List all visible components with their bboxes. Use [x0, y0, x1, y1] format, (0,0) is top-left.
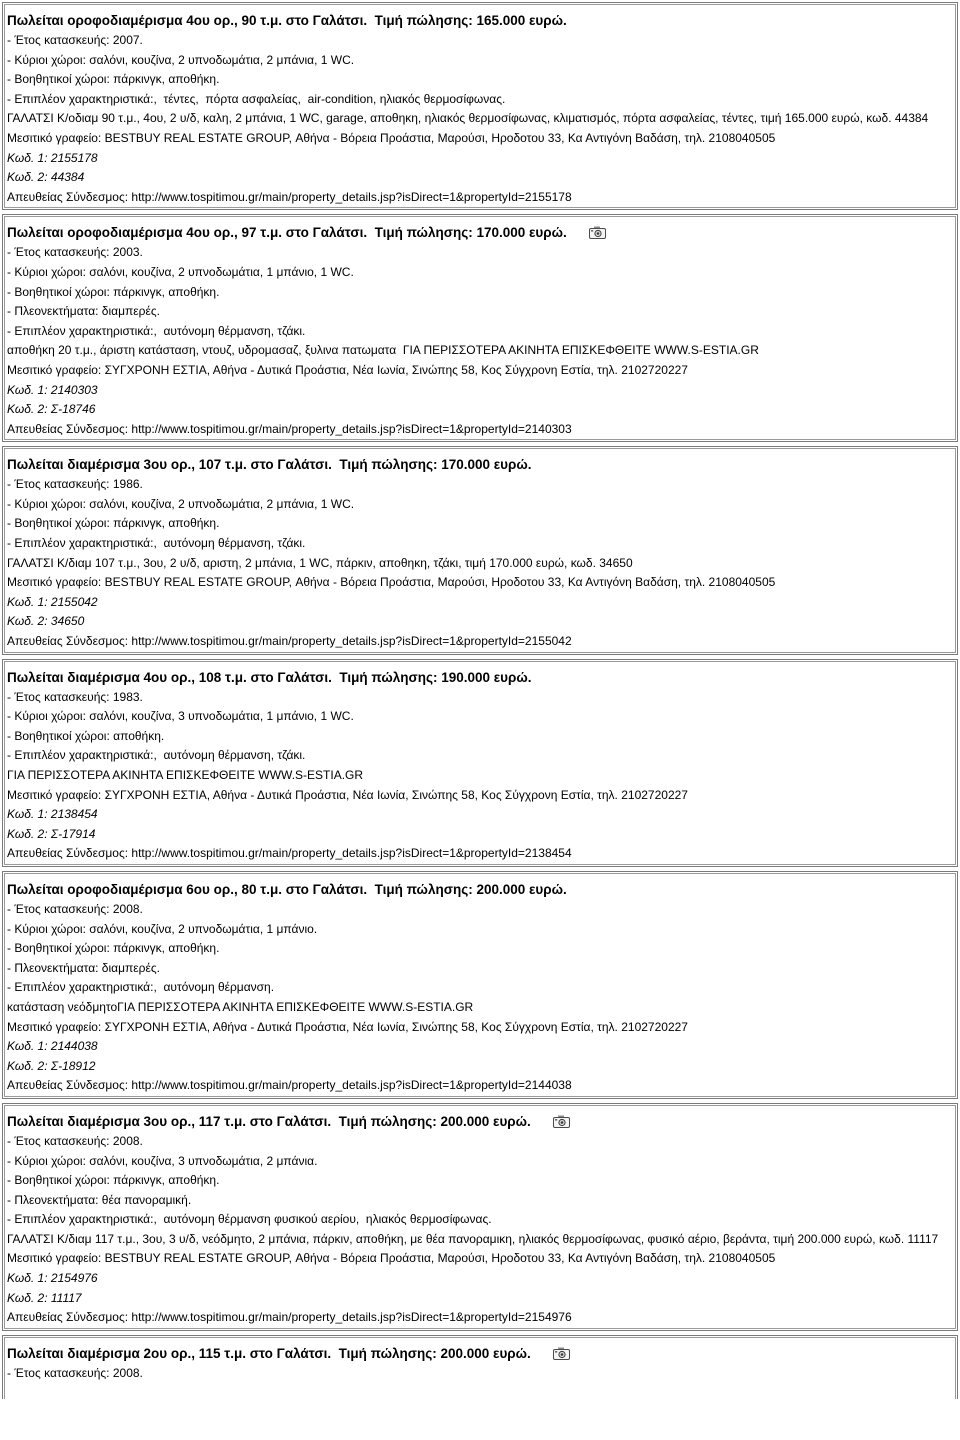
listing-card	[2, 1103, 958, 1331]
detail-extra-features: - Επιπλέον χαρακτηριστικά:, αυτόνομη θέρμανση, τζάκι.	[7, 323, 306, 338]
listing-card	[2, 214, 958, 442]
listing-card	[2, 2, 958, 210]
camera-icon	[553, 1115, 570, 1128]
listing-card	[2, 1335, 958, 1399]
listing-content	[4, 448, 956, 652]
listing-description: ΓΑΛΑΤΣΙ Κ/οδιαμ 90 τ.μ., 4ου, 2 υ/δ, καλη, 2 μπάνια, 1 WC, garage, αποθηκη, ηλιακός θερμοσίφωνας, κλιματισμός, πόρτα ασφαλείας, τέντες, τιμή 165.000 ευρώ, κωδ. 44384	[7, 111, 929, 126]
detail-main-rooms: - Κύριοι χώροι: σαλόνι, κουζίνα, 2 υπνοδωμάτια, 2 μπάνια, 1 WC.	[7, 496, 355, 511]
code-2-line	[7, 400, 951, 420]
agency-line	[7, 361, 951, 381]
agency-value: BESTBUY REAL ESTATE GROUP, Αθήνα - Βόρεια Προάστια, Μαρούσι, Ηροδοτου 33, Κα Αντιγόνη Βαδάση, τηλ. 2108040505	[104, 130, 776, 145]
direct-link-url[interactable]: http://www.tospitimou.gr/main/property_details.jsp?isDirect=1&propertyId=2144038	[131, 1078, 572, 1093]
detail-extra-features: - Επιπλέον χαρακτηριστικά:, αυτόνομη θέρμανση φυσικού αερίου, ηλιακός θερμοσίφωνας.	[7, 1212, 492, 1227]
detail-extra-features: - Επιπλέον χαρακτηριστικά:, αυτόνομη θέρμανση.	[7, 980, 275, 995]
listing-content	[4, 216, 956, 440]
listing-title: Πωλείται διαμέρισμα 3ου ορ., 107 τ.μ. στο Γαλάτσι. Τιμή πώλησης: 170.000 ευρώ.	[7, 457, 532, 473]
code-1-line	[7, 1037, 951, 1057]
code-1-line	[7, 149, 951, 169]
detail-year-built: - Έτος κατασκευής: 2007.	[7, 33, 143, 47]
direct-link-label: Απευθείας Σύνδεσμος:	[7, 1078, 132, 1093]
listing-title-row	[7, 455, 951, 475]
direct-link-line	[7, 420, 951, 440]
agency-line	[7, 573, 951, 593]
direct-link-url[interactable]: http://www.tospitimou.gr/main/property_details.jsp?isDirect=1&propertyId=2138454	[131, 846, 572, 861]
code-1-value: 2155042	[50, 594, 98, 609]
code-2-value: Σ-17914	[50, 826, 96, 841]
agency-line	[7, 1249, 951, 1269]
listing-description: ΓΑΛΑΤΣΙ Κ/διαμ 117 τ.μ., 3ου, 3 υ/δ, νεόδμητο, 2 μπάνια, πάρκιν, αποθήκη, με θέα πανοραμικη, ηλιακός θερμοσίφωνας, φυσικό αέριο, βεράντα, τιμή 200.000 ευρώ, κωδ. 11117	[7, 1231, 939, 1246]
listing-description: κατάσταση νεόδμητοΓΙΑ ΠΕΡΙΣΣΟΤΕΡΑ ΑΚΙΝΗΤΑ ΕΠΙΣΚΕΦΘΕΙΤΕ WWW.S-ESTIA.GR	[7, 999, 474, 1014]
code-1-value: 2155178	[50, 150, 98, 165]
listing-description: αποθήκη 20 τ.μ., άριστη κατάσταση, ντουζ, υδρομασαζ, ξυλινα πατωματα ΓΙΑ ΠΕΡΙΣΣΟΤΕΡΑ ΑΚΙΝΗΤΑ ΕΠΙΣΚΕΦΘΕΙΤΕ WWW.S-ESTIA.GR	[7, 343, 759, 358]
code-2-label: Κωδ. 2:	[7, 614, 51, 629]
detail-advantages: - Πλεονεκτήματα: διαμπερές.	[7, 960, 160, 975]
direct-link-url[interactable]: http://www.tospitimou.gr/main/property_details.jsp?isDirect=1&propertyId=2155178	[131, 189, 572, 204]
direct-link-label: Απευθείας Σύνδεσμος:	[7, 421, 132, 436]
detail-advantages: - Πλεονεκτήματα: διαμπερές.	[7, 304, 160, 319]
agency-value: ΣΥΓΧΡΟΝΗ ΕΣΤΙΑ, Αθήνα - Δυτικά Προάστια, Νέα Ιωνία, Σινώπης 58, Κος Σύγχρονη Εστία, τηλ. 2102720227	[104, 787, 688, 802]
code-1-label: Κωδ. 1:	[7, 594, 51, 609]
code-1-line	[7, 805, 951, 825]
code-2-label: Κωδ. 2:	[7, 402, 51, 417]
detail-auxiliary-rooms: - Βοηθητικοί χώροι: πάρκινγκ, αποθήκη.	[7, 1173, 220, 1188]
code-2-line	[7, 612, 951, 632]
listing-title: Πωλείται οροφοδιαμέρισμα 6ου ορ., 80 τ.μ. στο Γαλάτσι. Τιμή πώλησης: 200.000 ευρώ.	[7, 881, 567, 897]
listing-title-row	[7, 1112, 951, 1132]
code-1-line	[7, 381, 951, 401]
direct-link-line	[7, 1076, 951, 1096]
direct-link-line	[7, 1308, 951, 1328]
detail-extra-features: - Επιπλέον χαρακτηριστικά:, αυτόνομη θέρμανση, τζάκι.	[7, 536, 306, 551]
agency-line	[7, 129, 951, 149]
listing-content	[4, 4, 956, 208]
code-1-label: Κωδ. 1:	[7, 1271, 51, 1286]
listing-title-row	[7, 223, 951, 243]
code-1-line	[7, 593, 951, 613]
detail-year-built: - Έτος κατασκευής: 2008.	[7, 1365, 143, 1380]
code-1-label: Κωδ. 1:	[7, 150, 51, 165]
listing-description: ΓΑΛΑΤΣΙ Κ/διαμ 107 τ.μ., 3ου, 2 υ/δ, αριστη, 2 μπάνια, 1 WC, πάρκιν, αποθηκη, τζάκι, τιμή 170.000 ευρώ, κωδ. 34650	[7, 555, 633, 570]
code-1-label: Κωδ. 1:	[7, 382, 51, 397]
direct-link-url[interactable]: http://www.tospitimou.gr/main/property_details.jsp?isDirect=1&propertyId=2154976	[131, 1310, 572, 1325]
code-1-label: Κωδ. 1:	[7, 1039, 51, 1054]
code-2-label: Κωδ. 2:	[7, 170, 51, 185]
direct-link-label: Απευθείας Σύνδεσμος:	[7, 634, 132, 649]
code-2-value: 44384	[50, 170, 85, 185]
detail-extra-features: - Επιπλέον χαρακτηριστικά:, τέντες, πόρτα ασφαλείας, air-condition, ηλιακός θερμοσίφωνας.	[7, 91, 506, 106]
direct-link-line	[7, 188, 951, 208]
code-2-label: Κωδ. 2:	[7, 1058, 51, 1073]
code-2-line	[7, 825, 951, 845]
agency-value: BESTBUY REAL ESTATE GROUP, Αθήνα - Βόρεια Προάστια, Μαρούσι, Ηροδοτου 33, Κα Αντιγόνη Βαδάση, τηλ. 2108040505	[104, 575, 776, 590]
listing-title: Πωλείται διαμέρισμα 3ου ορ., 117 τ.μ. στο Γαλάτσι. Τιμή πώλησης: 200.000 ευρώ.	[7, 1113, 531, 1129]
detail-auxiliary-rooms: - Βοηθητικοί χώροι: αποθήκη.	[7, 728, 165, 743]
code-1-value: 2140303	[50, 382, 98, 397]
code-2-value: 34650	[50, 614, 85, 629]
listing-title-row	[7, 11, 951, 31]
code-1-label: Κωδ. 1:	[7, 807, 51, 822]
agency-label: Μεσιτικό γραφείο:	[7, 362, 105, 377]
direct-link-line	[7, 632, 951, 652]
agency-label: Μεσιτικό γραφείο:	[7, 787, 105, 802]
direct-link-url[interactable]: http://www.tospitimou.gr/main/property_details.jsp?isDirect=1&propertyId=2140303	[131, 421, 572, 436]
agency-value: ΣΥΓΧΡΟΝΗ ΕΣΤΙΑ, Αθήνα - Δυτικά Προάστια, Νέα Ιωνία, Σινώπης 58, Κος Σύγχρονη Εστία, τηλ. 2102720227	[104, 1019, 688, 1034]
detail-auxiliary-rooms: - Βοηθητικοί χώροι: πάρκινγκ, αποθήκη.	[7, 516, 220, 531]
code-2-label: Κωδ. 2:	[7, 826, 51, 841]
listing-content	[4, 1337, 956, 1399]
listing-content	[4, 873, 956, 1097]
camera-icon	[589, 226, 606, 239]
code-2-line	[7, 1057, 951, 1077]
listing-title-row	[7, 1344, 951, 1364]
code-2-value: 11117	[50, 1290, 82, 1305]
detail-extra-features: - Επιπλέον χαρακτηριστικά:, αυτόνομη θέρμανση, τζάκι.	[7, 748, 306, 763]
detail-auxiliary-rooms: - Βοηθητικοί χώροι: πάρκινγκ, αποθήκη.	[7, 941, 220, 956]
agency-label: Μεσιτικό γραφείο:	[7, 1019, 105, 1034]
detail-main-rooms: - Κύριοι χώροι: σαλόνι, κουζίνα, 3 υπνοδωμάτια, 2 μπάνια.	[7, 1153, 318, 1168]
listing-card	[2, 659, 958, 867]
detail-main-rooms: - Κύριοι χώροι: σαλόνι, κουζίνα, 2 υπνοδωμάτια, 1 μπάνιο.	[7, 921, 318, 936]
agency-line	[7, 786, 951, 806]
detail-advantages: - Πλεονεκτήματα: θέα πανοραμική.	[7, 1192, 192, 1207]
agency-line	[7, 1018, 951, 1038]
direct-link-url[interactable]: http://www.tospitimou.gr/main/property_details.jsp?isDirect=1&propertyId=2155042	[131, 634, 572, 649]
agency-value: ΣΥΓΧΡΟΝΗ ΕΣΤΙΑ, Αθήνα - Δυτικά Προάστια, Νέα Ιωνία, Σινώπης 58, Κος Σύγχρονη Εστία, τηλ. 2102720227	[104, 362, 688, 377]
detail-main-rooms: - Κύριοι χώροι: σαλόνι, κουζίνα, 3 υπνοδωμάτια, 1 μπάνιο, 1 WC.	[7, 709, 354, 724]
detail-year-built: - Έτος κατασκευής: 1986.	[7, 477, 143, 492]
detail-year-built: - Έτος κατασκευής: 2008.	[7, 1133, 143, 1148]
detail-year-built: - Έτος κατασκευής: 1983.	[7, 689, 143, 704]
code-1-value: 2138454	[50, 807, 98, 822]
detail-main-rooms: - Κύριοι χώροι: σαλόνι, κουζίνα, 2 υπνοδωμάτια, 1 μπάνιο, 1 WC.	[7, 264, 354, 279]
agency-value: BESTBUY REAL ESTATE GROUP, Αθήνα - Βόρεια Προάστια, Μαρούσι, Ηροδοτου 33, Κα Αντιγόνη Βαδάση, τηλ. 2108040505	[104, 1251, 776, 1266]
code-2-label: Κωδ. 2:	[7, 1290, 51, 1305]
listing-description: ΓΙΑ ΠΕΡΙΣΣΟΤΕΡΑ ΑΚΙΝΗΤΑ ΕΠΙΣΚΕΦΘΕΙΤΕ WWW.S-ESTIA.GR	[7, 768, 364, 782]
listing-title: Πωλείται οροφοδιαμέρισμα 4ου ορ., 90 τ.μ. στο Γαλάτσι. Τιμή πώλησης: 165.000 ευρώ.	[7, 13, 567, 28]
listing-title-row	[7, 880, 951, 900]
agency-label: Μεσιτικό γραφείο:	[7, 575, 105, 590]
detail-auxiliary-rooms: - Βοηθητικοί χώροι: πάρκινγκ, αποθήκη.	[7, 284, 220, 299]
code-1-value: 2144038	[50, 1039, 98, 1054]
code-2-line	[7, 168, 951, 188]
direct-link-label: Απευθείας Σύνδεσμος:	[7, 1310, 132, 1325]
detail-main-rooms: - Κύριοι χώροι: σαλόνι, κουζίνα, 2 υπνοδωμάτια, 2 μπάνια, 1 WC.	[7, 52, 355, 67]
listing-card	[2, 446, 958, 654]
listing-content	[4, 661, 956, 865]
detail-year-built: - Έτος κατασκευής: 2008.	[7, 901, 143, 916]
listing-title-row	[7, 668, 951, 688]
listing-title: Πωλείται διαμέρισμα 2ου ορ., 115 τ.μ. στο Γαλάτσι. Τιμή πώλησης: 200.000 ευρώ.	[7, 1345, 531, 1361]
camera-icon	[553, 1347, 570, 1360]
code-1-value: 2154976	[50, 1271, 98, 1286]
listing-title: Πωλείται οροφοδιαμέρισμα 4ου ορ., 97 τ.μ. στο Γαλάτσι. Τιμή πώλησης: 170.000 ευρώ.	[7, 225, 567, 241]
direct-link-label: Απευθείας Σύνδεσμος:	[7, 189, 132, 204]
agency-label: Μεσιτικό γραφείο:	[7, 1251, 105, 1266]
code-2-line	[7, 1289, 951, 1309]
listing-title: Πωλείται διαμέρισμα 4ου ορ., 108 τ.μ. στο Γαλάτσι. Τιμή πώλησης: 190.000 ευρώ.	[7, 669, 532, 685]
detail-year-built: - Έτος κατασκευής: 2003.	[7, 245, 143, 260]
detail-auxiliary-rooms: - Βοηθητικοί χώροι: πάρκινγκ, αποθήκη.	[7, 72, 220, 87]
code-1-line	[7, 1269, 951, 1289]
listing-card	[2, 871, 958, 1099]
direct-link-label: Απευθείας Σύνδεσμος:	[7, 846, 132, 861]
code-2-value: Σ-18912	[50, 1058, 96, 1073]
direct-link-line	[7, 844, 951, 864]
agency-label: Μεσιτικό γραφείο:	[7, 130, 105, 145]
listing-content	[4, 1105, 956, 1329]
code-2-value: Σ-18746	[50, 402, 96, 417]
